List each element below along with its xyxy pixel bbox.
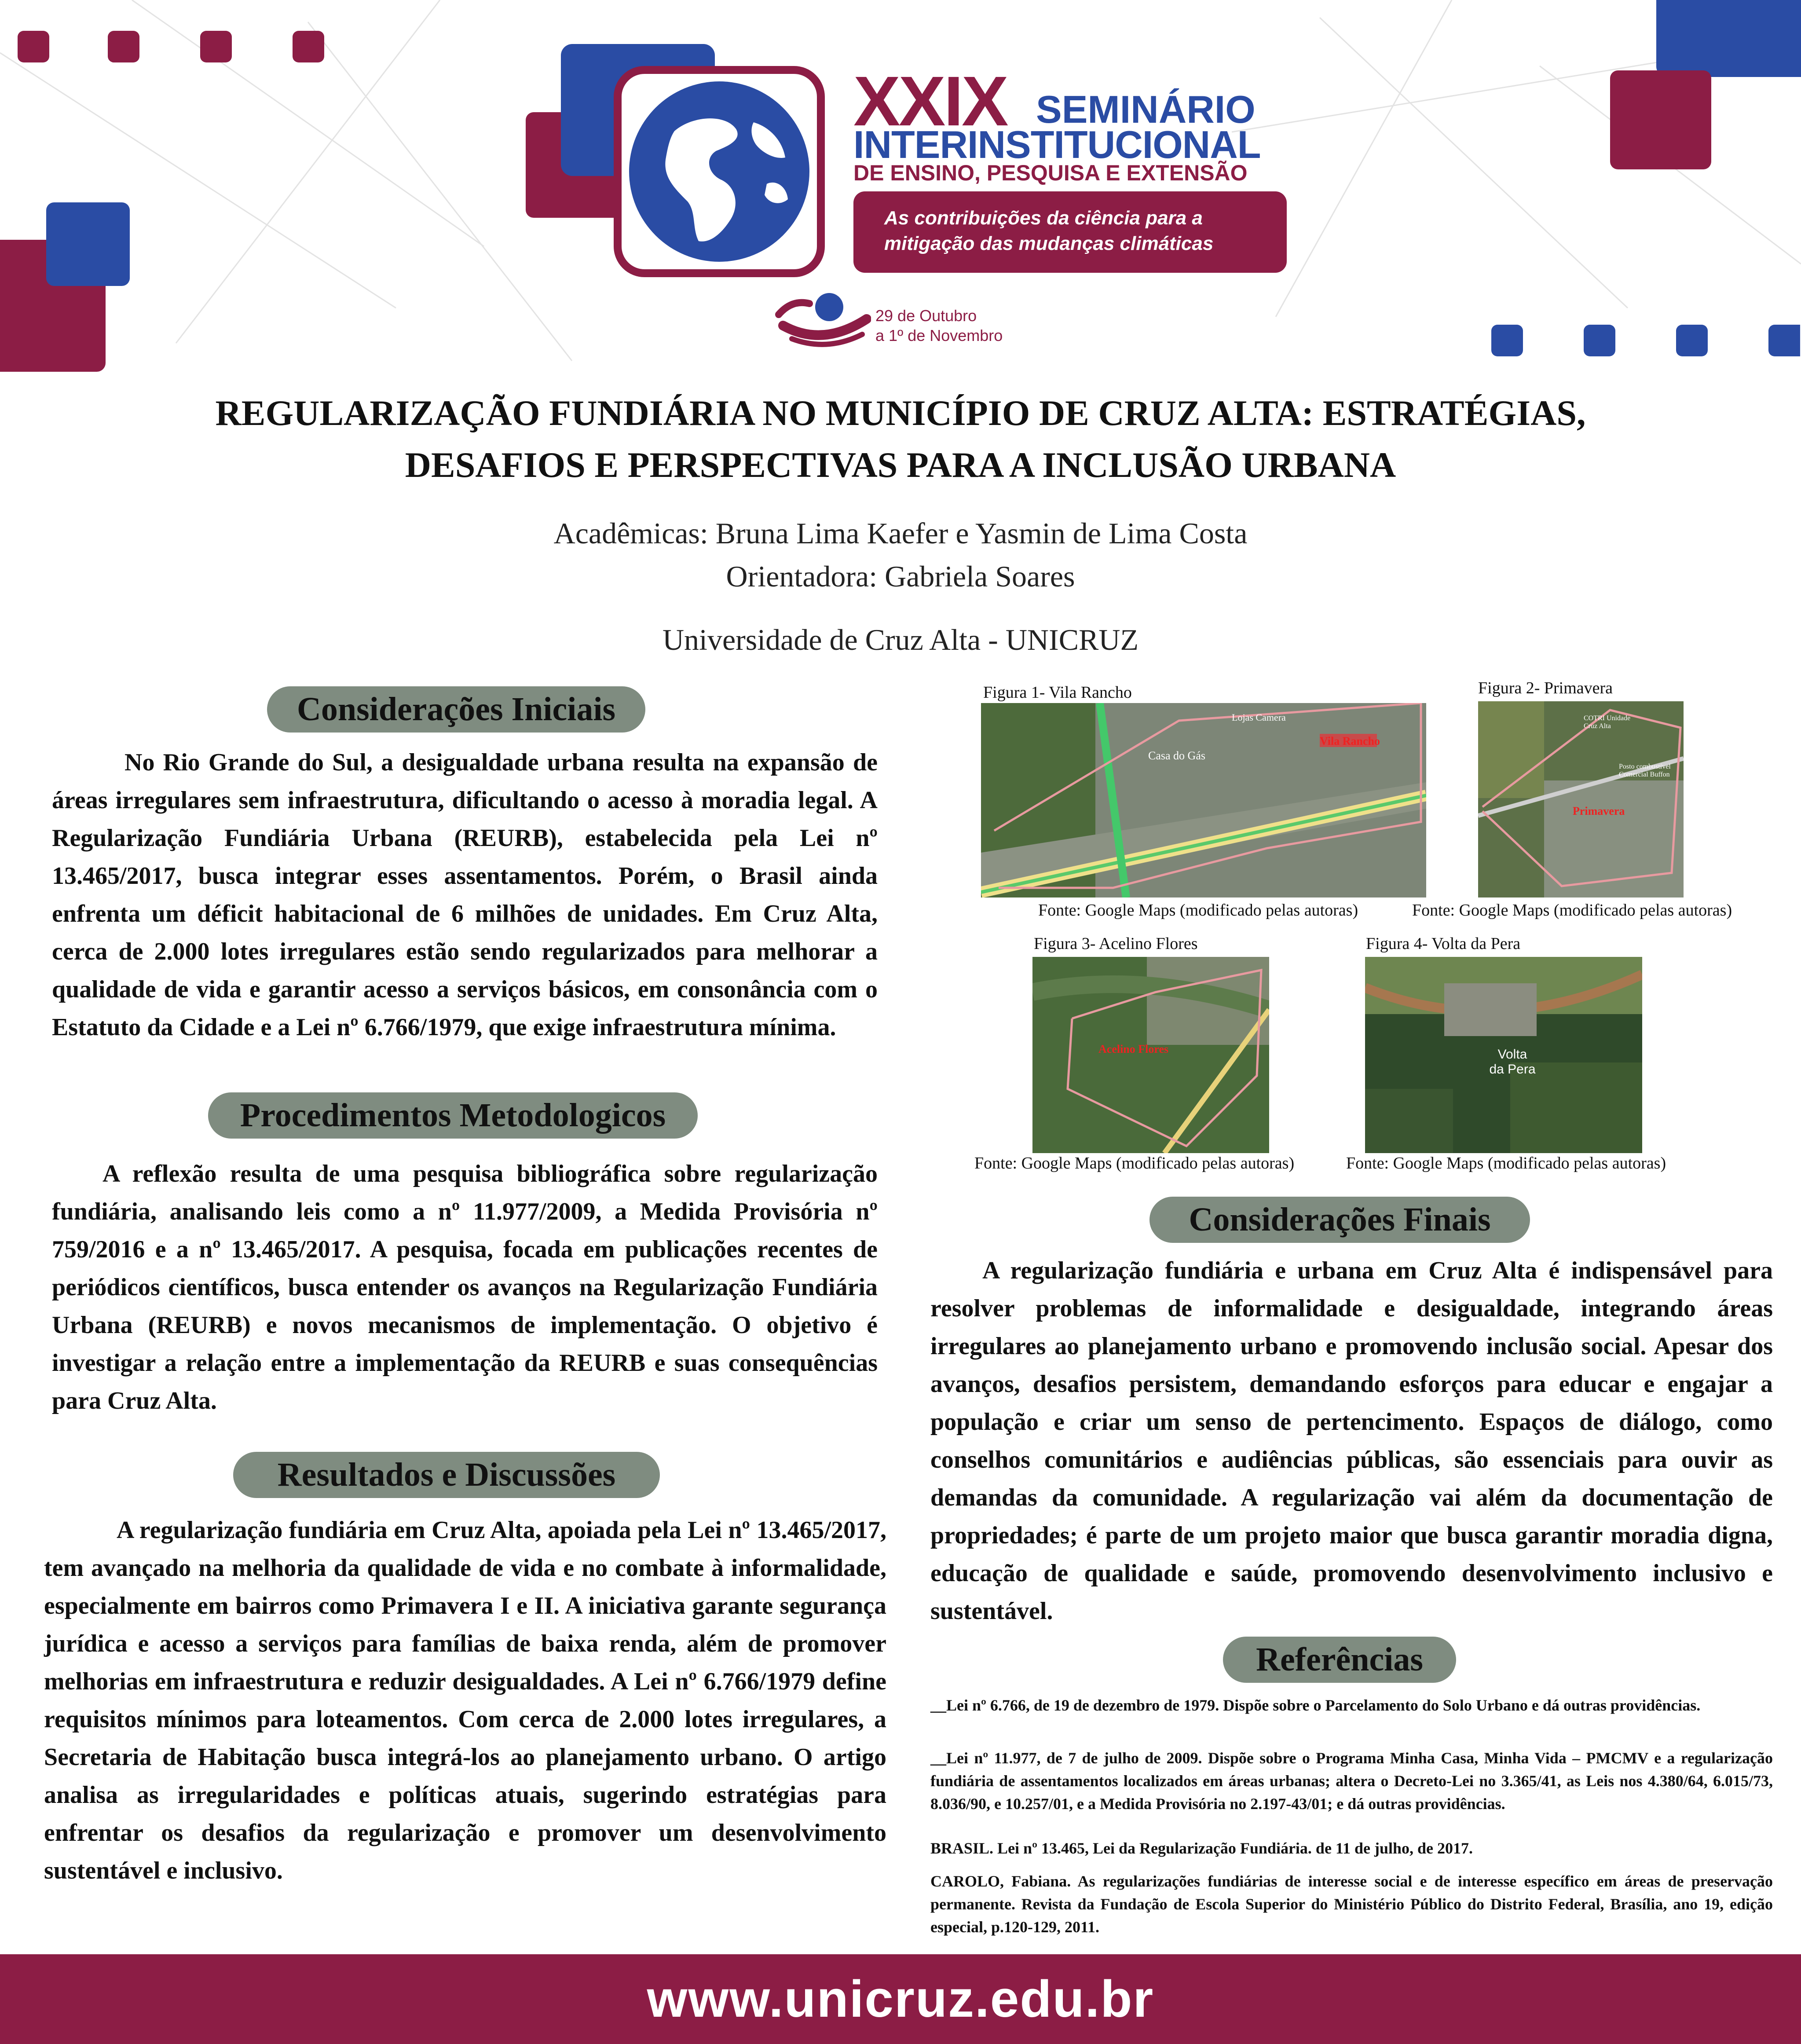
footer-bar [0, 1954, 1801, 2044]
poster-title-line1: REGULARIZAÇÃO FUNDIÁRIA NO MUNICÍPIO DE CRUZ ALTA: ESTRATÉGIAS, [215, 393, 1586, 433]
figure-3-map [1032, 957, 1269, 1153]
decor-square [18, 31, 49, 62]
figure-2-map-label: Posto combustível Comercial Buffon [1619, 763, 1671, 778]
section-heading-results: Resultados e Discussões [233, 1452, 660, 1498]
figure-2-map-label: COTRI Unidade Cruz Alta [1584, 714, 1631, 730]
figure-1-map-label: Lojas Camera [1232, 712, 1286, 723]
figure-4-map-label [1486, 1047, 1539, 1077]
poster-title-line2: DESAFIOS E PERSPECTIVAS PARA A INCLUSÃO URBANA [405, 445, 1396, 485]
advisor-line: Orientadora: Gabriela Soares [726, 560, 1075, 593]
figure-2-map-label: Primavera [1573, 805, 1625, 817]
event-theme-line2: mitigação das mudanças climáticas [884, 233, 1214, 254]
event-logo-frame [614, 66, 825, 277]
authors-line: Acadêmicas: Bruna Lima Kaefer e Yasmin de Lima Costa [553, 516, 1248, 550]
decor-square [46, 202, 130, 286]
section-body-final: A regularização fundiária e urbana em Cruz Alta é indispensável para resolver problemas de informalidade e desigualdade, integrando áreas irregulares ao planejamento urbano e promovendo inclusão social. Apesar dos avanços, desafios persistem, demandando esforços para educar e engajar a população e criar um senso de pertencimento. Espaços de diálogo, como conselhos comunitários e audiências públicas, são essenciais para ouvir as demandas da comunidade. A regularização vai além da documentação de propriedades; é parte de um projeto maior que busca garantir moradia digna, educação de qualidade e saúde, promovendo desenvolvimento inclusivo e sustentável. [930, 1257, 1773, 1625]
section-heading-final: Considerações Finais [1149, 1197, 1530, 1243]
footer-url[interactable]: www.unicruz.edu.br [647, 1970, 1154, 2028]
figure-1-source: Fonte: Google Maps (modificado pelas autoras) [1038, 901, 1358, 919]
event-word: SEMINÁRIO [1036, 88, 1256, 131]
section-heading-methods: Procedimentos Metodologicos [208, 1092, 698, 1139]
figure-2-caption: Figura 2- Primavera [1478, 679, 1613, 697]
event-date-line1: 29 de Outubro [875, 307, 977, 325]
event-theme-line1: As contribuições da ciência para a [884, 207, 1203, 229]
decor-square [1768, 325, 1800, 356]
section-body-intro: No Rio Grande do Sul, a desigualdade urbana resulta na expansão de áreas irregulares sem infraestrutura, dificultando o acesso à moradia legal. A Regularização Fundiária Urbana (REURB), estabelecida pela Lei nº 13.465/2017, busca integrar esses assentamentos. Porém, o Brasil ainda enfrenta um déficit habitacional de 6 milhões de unidades. Em Cruz Alta, cerca de 2.000 lotes irregulares estão sendo regularizados para melhorar a qualidade de vida e garantir acesso a serviços básicos, em consonância com o Estatuto da Cidade e a Lei nº 6.766/1979, que exige infraestrutura mínima. [52, 749, 878, 1041]
figure-4-map-label-line1: Volta [1497, 1047, 1527, 1062]
figure-4-map [1365, 957, 1642, 1153]
section-heading-intro: Considerações Iniciais [267, 686, 645, 733]
figure-1-map [981, 703, 1426, 897]
decor-square [1584, 325, 1615, 356]
figure-1-map-label: Vila Rancho [1320, 735, 1380, 747]
event-name-line3: DE ENSINO, PESQUISA E EXTENSÃO [853, 161, 1248, 185]
decor-square [1656, 0, 1801, 77]
section-body-methods: A reflexão resulta de uma pesquisa bibliográfica sobre regularização fundiária, analisando leis como a nº 11.977/2009, a Medida Provisória nº 759/2016 e a nº 13.465/2017. A pesquisa, focada em publicações recentes de periódicos científicos, busca entender os avanços na Regularização Fundiária Urbana (REURB) e novos mecanismos de implementação. O objetivo é investigar a relação entre a implementação da REURB e suas consequências para Cruz Alta. [52, 1160, 878, 1414]
unicruz-logo-icon [774, 290, 871, 348]
reference-item: __Lei nº 11.977, de 7 de julho de 2009. Dispõe sobre o Programa Minha Casa, Minha Vida – PMCMV e a regularização fundiária de assentamentos localizados em áreas urbanas; altera o Decreto-Lei no 3.365/41, as Leis nos 4.380/64, 6.015/73, 8.036/90, e 10.257/01, e a Medida Provisória no 2.197-43/01; e dá outras providências. [930, 1749, 1773, 1813]
figure-1-map-label: Casa do Gás [1148, 749, 1205, 762]
reference-item: CAROLO, Fabiana. As regularizações fundiárias de interesse social e de interesse específico em áreas de preservação permanente. Revista da Fundação de Escola Superior do Ministério Público do Distrito Federal, Brasília, ano 19, edição especial, p.120-129, 2011. [930, 1872, 1773, 1936]
reference-item: BRASIL. Lei nº 13.465, Lei da Regularização Fundiária. de 11 de julho, de 2017. [930, 1839, 1473, 1857]
event-edition: XXIX [853, 62, 1007, 140]
section-body-results: A regularização fundiária em Cruz Alta, apoiada pela Lei nº 13.465/2017, tem avançado na melhoria da qualidade de vida e no combate à informalidade, especialmente em bairros como Primavera I e II. A iniciativa garante segurança jurídica e acesso a serviços para famílias de baixa renda, além de promover melhorias em infraestrutura e reduzir desigualdades. A Lei nº 6.766/1979 define requisitos mínimos para loteamentos. Com cerca de 2.000 lotes irregulares, a Secretaria de Habitação busca integrá-los ao planejamento urbano. O artigo analisa as irregularidades e políticas atuais, sugerindo estratégias para enfrentar os desafios da regularização e promover um desenvolvimento sustentável e inclusivo. [44, 1517, 886, 1884]
decor-square [1491, 325, 1523, 356]
figure-3-map-label: Acelino Flores [1098, 1043, 1169, 1055]
decor-square [1610, 70, 1711, 169]
event-name-line2: INTERINSTITUCIONAL [853, 123, 1261, 166]
section-heading-references: Referências [1223, 1637, 1456, 1683]
figure-2-map [1478, 701, 1684, 897]
globe-icon [622, 74, 817, 269]
decor-square [1676, 325, 1708, 356]
event-theme-box [853, 191, 1287, 273]
decor-square [108, 31, 139, 62]
figure-3-source: Fonte: Google Maps (modificado pelas autoras) [974, 1154, 1295, 1172]
figure-2-source: Fonte: Google Maps (modificado pelas autoras) [1412, 901, 1732, 919]
event-date-line2: a 1º de Novembro [875, 326, 1003, 344]
decor-square [293, 31, 324, 62]
figure-4-caption: Figura 4- Volta da Pera [1366, 934, 1521, 953]
figure-4-map-label-line2: da Pera [1489, 1062, 1536, 1077]
decor-square [200, 31, 232, 62]
figure-3-caption: Figura 3- Acelino Flores [1034, 934, 1198, 953]
figure-4-source: Fonte: Google Maps (modificado pelas autoras) [1346, 1154, 1666, 1172]
institution-line: Universidade de Cruz Alta - UNICRUZ [662, 623, 1139, 656]
reference-item: __Lei nº 6.766, de 19 de dezembro de 1979. Dispõe sobre o Parcelamento do Solo Urbano e dá outras providências. [930, 1696, 1701, 1714]
figure-1-caption: Figura 1- Vila Rancho [983, 683, 1132, 702]
poster-title [88, 387, 1713, 491]
